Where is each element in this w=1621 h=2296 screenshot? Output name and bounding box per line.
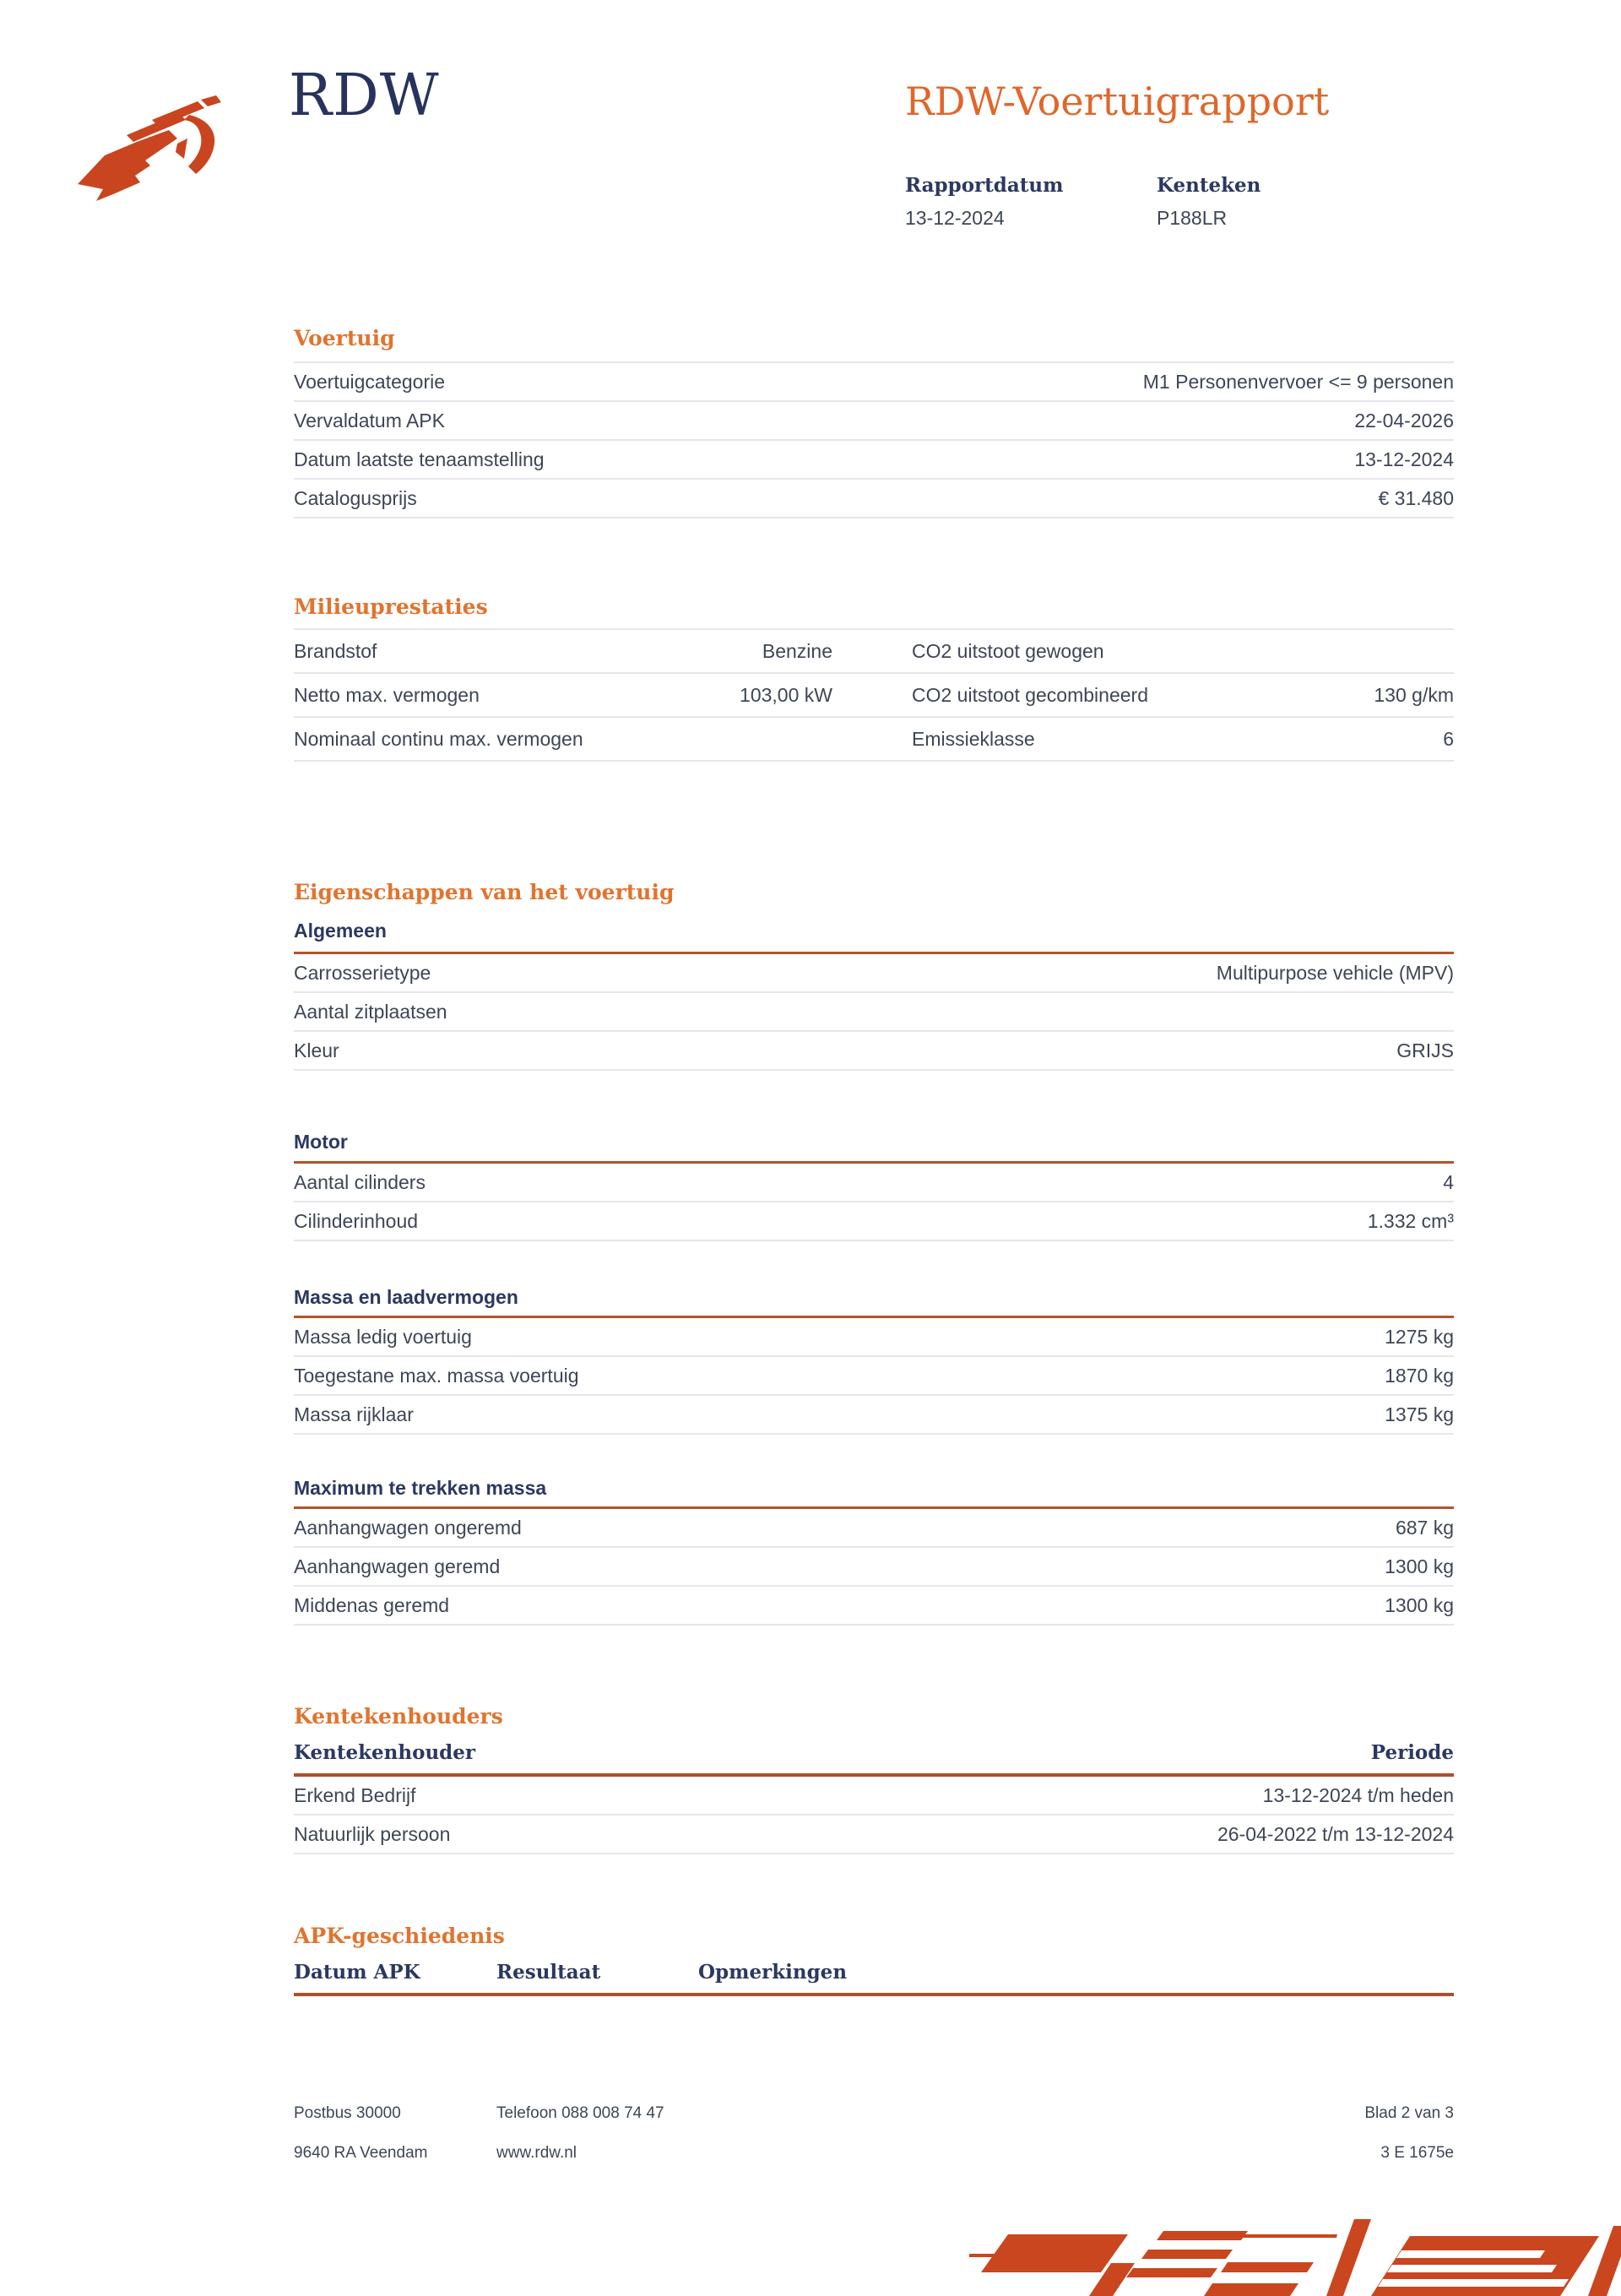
footer-form-code: 3 E 1675e bbox=[1380, 2144, 1454, 2162]
row-label: Kleur bbox=[294, 1039, 339, 1061]
row-value: 687 kg bbox=[1395, 1516, 1454, 1539]
algemeen-table bbox=[294, 954, 1454, 1071]
page-title: RDW-Voertuigrapport bbox=[905, 79, 1330, 124]
row-label: CO2 uitstoot gewogen bbox=[912, 639, 1104, 662]
column-header-kentekenhouder: Kentekenhouder bbox=[294, 1741, 476, 1764]
table-row bbox=[294, 716, 1454, 760]
milieuprestaties-table bbox=[294, 628, 1454, 762]
table-row bbox=[294, 1814, 1454, 1853]
motor-table bbox=[294, 1164, 1454, 1241]
row-label: Vervaldatum APK bbox=[294, 409, 445, 432]
report-date-label: Rapportdatum bbox=[905, 174, 1064, 197]
table-row bbox=[294, 439, 1454, 478]
row-label: Nominaal continu max. vermogen bbox=[294, 727, 583, 750]
row-value: 1870 kg bbox=[1385, 1364, 1454, 1387]
row-label: Aanhangwagen ongeremd bbox=[294, 1516, 522, 1539]
table-row bbox=[294, 1777, 1454, 1814]
section-heading-kentekenhouders: Kentekenhouders bbox=[294, 1704, 503, 1729]
row-label: Massa ledig voertuig bbox=[294, 1325, 472, 1348]
column-header-resultaat: Resultaat bbox=[496, 1961, 601, 1984]
row-value: 26-04-2022 t/m 13-12-2024 bbox=[1217, 1822, 1454, 1845]
table-row bbox=[294, 1546, 1454, 1585]
row-label: CO2 uitstoot gecombineerd bbox=[912, 683, 1148, 706]
row-label: Emissieklasse bbox=[912, 727, 1035, 750]
table-row bbox=[294, 400, 1454, 439]
row-label: Catalogusprijs bbox=[294, 486, 417, 509]
row-label: Carrosserietype bbox=[294, 961, 431, 984]
row-label: Middenas geremd bbox=[294, 1593, 450, 1616]
column-header-datum-apk: Datum APK bbox=[294, 1961, 420, 1984]
massa-table bbox=[294, 1318, 1454, 1435]
footer-page-number: Blad 2 van 3 bbox=[1364, 2104, 1454, 2122]
row-label: Erkend Bedrijf bbox=[294, 1783, 416, 1806]
subsection-heading-motor: Motor bbox=[294, 1131, 348, 1153]
row-label: Natuurlijk persoon bbox=[294, 1822, 451, 1845]
row-value: 4 bbox=[1443, 1170, 1454, 1193]
section-heading-eigenschappen: Eigenschappen van het voertuig bbox=[294, 880, 675, 904]
kentekenhouders-table bbox=[294, 1777, 1454, 1854]
row-value: GRIJS bbox=[1396, 1039, 1454, 1061]
row-value: 1300 kg bbox=[1385, 1555, 1454, 1577]
table-row bbox=[294, 1318, 1454, 1355]
table-row bbox=[294, 1394, 1454, 1433]
column-header-periode: Periode bbox=[1370, 1741, 1454, 1764]
orange-rule bbox=[294, 1993, 1454, 1996]
table-row bbox=[294, 478, 1454, 517]
rdw-stripes-decoration-icon bbox=[969, 2219, 1621, 2296]
table-row bbox=[294, 361, 1454, 400]
row-value: 1300 kg bbox=[1385, 1593, 1454, 1616]
rdw-wordmark: RDW bbox=[289, 62, 440, 129]
row-label: Aantal cilinders bbox=[294, 1170, 426, 1193]
section-heading-milieuprestaties: Milieuprestaties bbox=[294, 594, 488, 619]
maximum-trekken-table bbox=[294, 1509, 1454, 1626]
footer-website: www.rdw.nl bbox=[496, 2144, 577, 2162]
table-row bbox=[294, 991, 1454, 1030]
footer-postbus: Postbus 30000 bbox=[294, 2104, 401, 2122]
rdw-wing-logo-icon bbox=[71, 95, 265, 206]
row-value: Multipurpose vehicle (MPV) bbox=[1216, 961, 1454, 984]
row-value: 1.332 cm³ bbox=[1367, 1209, 1454, 1232]
row-label: Brandstof bbox=[294, 639, 377, 662]
subsection-heading-algemeen: Algemeen bbox=[294, 920, 387, 942]
row-label: Datum laatste tenaamstelling bbox=[294, 448, 545, 470]
row-value: Benzine bbox=[762, 639, 832, 662]
row-value: 1275 kg bbox=[1385, 1325, 1454, 1348]
table-row bbox=[294, 1509, 1454, 1546]
row-value: M1 Personenvervoer <= 9 personen bbox=[1142, 370, 1454, 393]
table-row bbox=[294, 1355, 1454, 1394]
row-value: 13-12-2024 bbox=[1354, 448, 1454, 470]
table-row bbox=[294, 628, 1454, 672]
row-label: Voertuigcategorie bbox=[294, 370, 446, 393]
row-value: 130 g/km bbox=[1374, 683, 1454, 706]
row-value: 1375 kg bbox=[1385, 1403, 1454, 1425]
subsection-heading-massa: Massa en laadvermogen bbox=[294, 1286, 518, 1308]
table-row bbox=[294, 672, 1454, 716]
footer-city: 9640 RA Veendam bbox=[294, 2144, 428, 2162]
row-value: 6 bbox=[1443, 727, 1454, 750]
row-label: Netto max. vermogen bbox=[294, 683, 480, 706]
table-row bbox=[294, 954, 1454, 991]
row-label: Cilinderinhoud bbox=[294, 1209, 419, 1232]
row-value: € 31.480 bbox=[1378, 486, 1454, 509]
section-heading-voertuig: Voertuig bbox=[294, 326, 395, 350]
voertuig-table bbox=[294, 361, 1454, 518]
row-label: Aanhangwagen geremd bbox=[294, 1555, 501, 1577]
section-heading-apk: APK-geschiedenis bbox=[294, 1924, 505, 1948]
table-row bbox=[294, 1164, 1454, 1201]
column-header-opmerkingen: Opmerkingen bbox=[698, 1961, 848, 1984]
row-value: 13-12-2024 t/m heden bbox=[1262, 1783, 1454, 1806]
report-date-value: 13-12-2024 bbox=[905, 207, 1005, 229]
row-value: 103,00 kW bbox=[740, 683, 832, 706]
table-row bbox=[294, 1201, 1454, 1240]
row-label: Aantal zitplaatsen bbox=[294, 1000, 447, 1023]
table-row bbox=[294, 1030, 1454, 1069]
license-plate-value: P188LR bbox=[1157, 207, 1228, 229]
footer-phone: Telefoon 088 008 74 47 bbox=[496, 2104, 664, 2122]
row-label: Massa rijklaar bbox=[294, 1403, 414, 1425]
row-label: Toegestane max. massa voertuig bbox=[294, 1364, 579, 1387]
table-row bbox=[294, 1585, 1454, 1624]
row-value: 22-04-2026 bbox=[1354, 409, 1454, 432]
subsection-heading-maximum-trekken: Maximum te trekken massa bbox=[294, 1477, 547, 1499]
license-plate-label: Kenteken bbox=[1157, 174, 1261, 197]
